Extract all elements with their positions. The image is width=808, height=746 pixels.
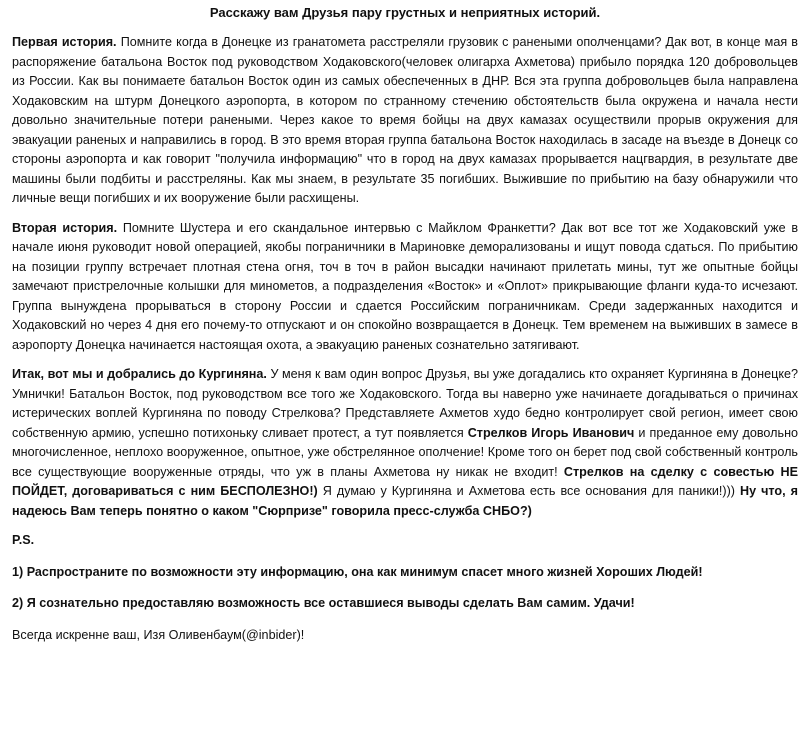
conclusion-text-2: и преданное ему довольно многочисленное, неплохо вооруженное, опытное, уже обстрелянное ополчение! Кроме того он берет под свой собственный контроль все существующие вооруженные отряды, что уж в планы Ахметова ну никак не входит! xyxy=(12,425,799,479)
conclusion-bold-1: Стрелков на сделку с совестью НЕ ПОЙДЕТ, договариваться с ним БЕСПОЛЕЗНО!) xyxy=(12,464,799,498)
document-title: Расскажу вам Друзья пару грустных и неприятных историй. xyxy=(209,5,601,20)
ps-label-text: P.S. xyxy=(12,533,35,547)
conclusion-bold-2: Ну что, я надеюсь Вам теперь понятно о каком "Сюрпризе" говорила пресс-служба СНБО?) xyxy=(12,484,798,518)
conclusion-text-1: У меня к вам один вопрос Друзья, вы уже догадались кто охраняет Кургиняна в Донецке? Умнички! Батальон Восток, под руководством все того же Ходаковского. Тогда вы наверно уже начинаете догадываться о причинах истерических воплей Кургиняна по поводу Стрелкова? Представляете Ахметов худо бедно контролирует свой регион, имеет свою собственную армию, успешно потихоньку сливает протест, а тут появляется xyxy=(12,367,798,440)
story-1-text: Помните когда в Донецке из гранатомета расстреляли грузовик с ранеными ополченцами? Дак вот, в конце мая в распоряжение батальона Восток под руководством Ходаковского(человек олигарха Ахметова) прибыло порядка 120 добровольцев из России. Как вы понимаете батальон Восток один из самых обеспеченных в ДНР. Вся эта группа добровольцев была направлена Ходаковским на штурм Донецкого аэропорта, в котором по странному стечению обстоятельств была окружена и начала нести довольно значительные потери ранеными. Через какое то время бойцы на двух камазах осуществили прорыв окружения для эвакуации раненых и направились в город. В это время вторая группа батальона Восток находилась в засаде на въезде в Донецк со стороны аэропорта и как говорит "получила информацию" что в город на двух камазах прорывается нацгвардия, в результате две машины были подбиты и расстреляны. Как мы знаем, в результате 35 погибших. Выжившие по прибытию на базу обнаружили что личные вещи погибших и их вооружение были расхищены. xyxy=(12,35,798,205)
conclusion-heading: Итак, вот мы и добрались до Кургиняна. xyxy=(12,367,267,381)
story-2-heading: Вторая история. xyxy=(12,220,118,235)
conclusion-paragraph xyxy=(12,365,798,521)
ps-item-1-text: 1) Распространите по возможности эту информацию, она как минимум спасет много жизней Хороших Людей! xyxy=(12,564,703,579)
ps-item-2-text: 2) Я сознательно предоставляю возможность все оставшиеся выводы сделать Вам самим. Удачи! xyxy=(12,596,635,610)
strelkov-name: Стрелков Игорь Иванович xyxy=(467,425,635,440)
signature: Всегда искренне ваш, Изя Оливенбаум(@inbider)! xyxy=(12,627,305,642)
conclusion-text-3: Я думаю у Кургиняна и Ахметова есть все основания для паники!))) xyxy=(322,484,735,498)
ps-item-2 xyxy=(12,594,798,614)
ps-item-1 xyxy=(12,563,798,583)
story-1-heading: Первая история. xyxy=(12,35,117,49)
story-1-paragraph xyxy=(12,33,798,209)
ps-label xyxy=(12,531,798,551)
story-2-text: Помните Шустера и его скандальное интервью с Майклом Франкетти? Дак вот все тот же Ходаковский уже в начале июня руководит новой операцией, якобы пограничники в Мариновке деморализованы и ищут повода сдаться. По прибытию на позиции группу встречает плотная стена огня, точ в точ в район высадки начинают прилетать мины, тут же опытные бойцы замечают пристрелочные колышки для минометов, а подразделения «Восток» и «Оплот» прикрывающие фланги куда-то исчезают. Группа вынуждена прорываться в сторону России и сдается Российским пограничникам. Среди задержанных находится и Ходаковский но через 4 дня его почему-то отпускают и он спокойно возвращается в Донецк. Тем временем на выживших в замесе в аэропорту Донецка начинается настоящая охота, а эвакуацию раненых сознательно затягивают. xyxy=(12,220,799,352)
story-2-paragraph xyxy=(12,219,798,356)
